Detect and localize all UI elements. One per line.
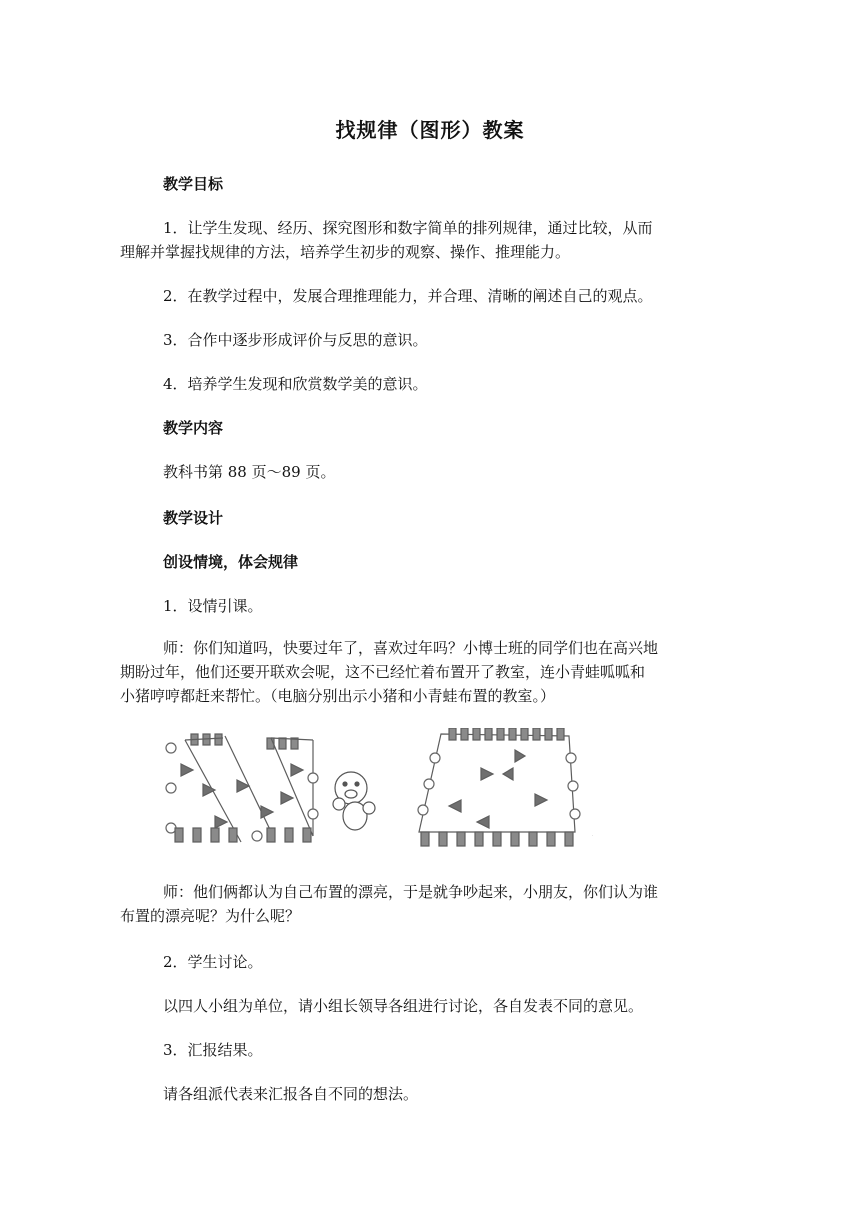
pig-classroom-illustration	[166, 734, 318, 842]
step-3-label: 3．汇报结果。	[163, 1041, 263, 1059]
goal-3: 3．合作中逐步形成评价与反思的意识。	[163, 331, 428, 349]
teacher-2-line-2: 布置的漂亮呢？为什么呢？	[120, 907, 301, 925]
teacher-1-line-2: 期盼过年，他们还要开联欢会呢，这不已经忙着布置开了教室，连小青蛙呱呱和	[120, 663, 646, 681]
step-3-text: 请各组派代表来汇报各自不同的想法。	[163, 1085, 419, 1103]
teacher-1-line-3: 小猪哼哼都赶来帮忙。（电脑分别出示小猪和小青蛙布置的教室。）	[120, 687, 556, 705]
pig-character	[333, 772, 375, 830]
document-title: 找规律（图形）教案	[335, 118, 525, 142]
frog-classroom-illustration	[418, 728, 580, 846]
goal-2: 2．在教学过程中，发展合理推理能力，并合理、清晰的阐述自己的观点。	[163, 287, 653, 305]
heading-teaching-goals: 教学目标	[163, 175, 224, 193]
heading-teaching-content: 教学内容	[163, 419, 224, 437]
step-2-text: 以四人小组为单位，请小组长领导各组进行讨论，各自发表不同的意见。	[163, 997, 644, 1015]
teaching-content-text: 教科书第 88 页～89 页。	[163, 463, 336, 481]
teacher-1-line-1: 师：你们知道吗，快要过年了，喜欢过年吗？小博士班的同学们也在高兴地	[163, 639, 659, 657]
classroom-decoration-figure	[163, 728, 593, 860]
goal-1-line-1: 1．让学生发现、经历、探究图形和数字简单的排列规律，通过比较，从而	[163, 219, 653, 237]
heading-teaching-design: 教学设计	[163, 509, 224, 527]
goal-1-line-2: 理解并掌握找规律的方法，培养学生初步的观察、操作、推理能力。	[120, 243, 571, 261]
goal-4: 4．培养学生发现和欣赏数学美的意识。	[163, 375, 428, 393]
step-2-label: 2．学生讨论。	[163, 953, 263, 971]
teacher-2-line-1: 师：他们俩都认为自己布置的漂亮，于是就争吵起来，小朋友，你们认为谁	[163, 883, 659, 901]
heading-section-scene: 创设情境，体会规律	[163, 553, 299, 571]
step-1-label: 1．设情引课。	[163, 597, 263, 615]
